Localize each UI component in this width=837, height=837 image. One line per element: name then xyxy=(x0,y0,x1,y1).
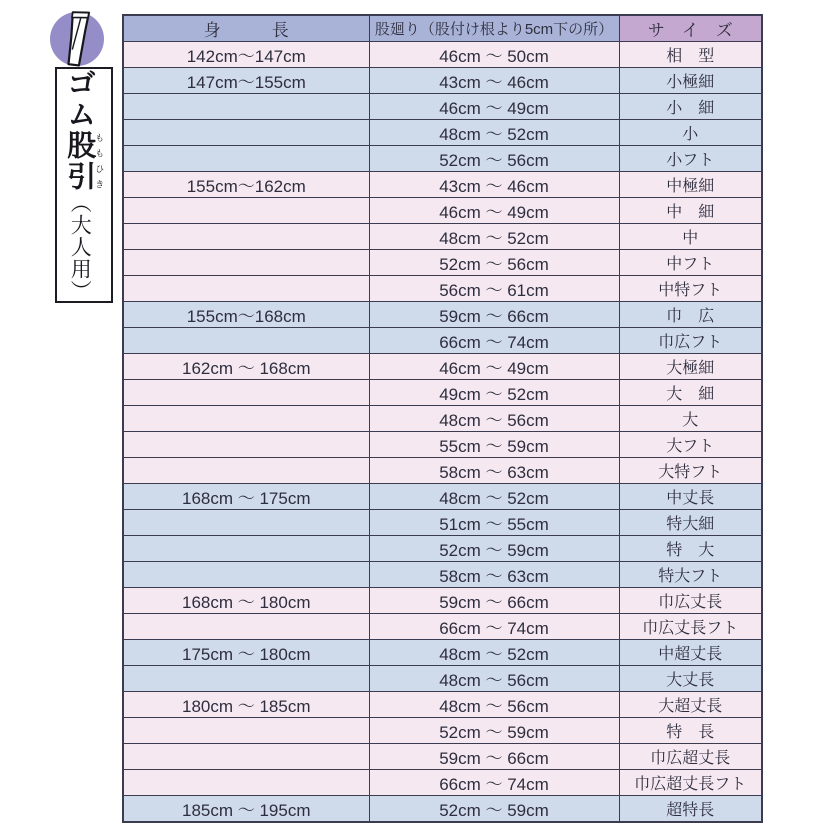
table-row xyxy=(123,302,762,328)
header-waist: 股廻り（股付け根より5cm下の所） xyxy=(369,15,619,42)
cell-waist: 43cm ～ 46cm xyxy=(369,68,619,94)
cell-waist: 46cm ～ 49cm xyxy=(369,354,619,380)
product-label-box xyxy=(55,67,113,303)
cell-waist: 52cm ～ 59cm xyxy=(369,536,619,562)
table-row xyxy=(123,250,762,276)
cell-size: 相 型 xyxy=(619,42,762,68)
cell-waist: 52cm ～ 56cm xyxy=(369,250,619,276)
table-row xyxy=(123,328,762,354)
cell-size: 特 大 xyxy=(619,536,762,562)
cell-waist: 46cm ～ 50cm xyxy=(369,42,619,68)
cell-waist: 52cm ～ 59cm xyxy=(369,796,619,823)
cell-waist: 66cm ～ 74cm xyxy=(369,614,619,640)
cell-size: 中 xyxy=(619,224,762,250)
cell-height xyxy=(123,146,369,172)
table-row xyxy=(123,562,762,588)
cell-size: 特大細 xyxy=(619,510,762,536)
momohiki-pants-icon xyxy=(46,8,110,70)
cell-waist: 58cm ～ 63cm xyxy=(369,458,619,484)
cell-waist: 48cm ～ 56cm xyxy=(369,406,619,432)
cell-height: 155cm～162cm xyxy=(123,172,369,198)
table-row xyxy=(123,692,762,718)
table-row xyxy=(123,354,762,380)
cell-waist: 48cm ～ 52cm xyxy=(369,120,619,146)
table-row xyxy=(123,68,762,94)
table-row xyxy=(123,796,762,823)
cell-height: 185cm ～ 195cm xyxy=(123,796,369,823)
cell-size: 巾広超丈長フト xyxy=(619,770,762,796)
cell-size: 小 xyxy=(619,120,762,146)
cell-waist: 58cm ～ 63cm xyxy=(369,562,619,588)
cell-waist: 59cm ～ 66cm xyxy=(369,302,619,328)
table-row xyxy=(123,718,762,744)
table-row xyxy=(123,276,762,302)
cell-height xyxy=(123,198,369,224)
table-row xyxy=(123,146,762,172)
cell-size: 大 xyxy=(619,406,762,432)
cell-height xyxy=(123,562,369,588)
cell-height xyxy=(123,432,369,458)
cell-waist: 43cm ～ 46cm xyxy=(369,172,619,198)
table-row xyxy=(123,224,762,250)
cell-height: 162cm ～ 168cm xyxy=(123,354,369,380)
cell-waist: 56cm ～ 61cm xyxy=(369,276,619,302)
cell-waist: 49cm ～ 52cm xyxy=(369,380,619,406)
header-height: 身 長 xyxy=(123,15,369,42)
cell-height xyxy=(123,458,369,484)
cell-size: 小 細 xyxy=(619,94,762,120)
header-size: サ イ ズ xyxy=(619,15,762,42)
cell-size: 巾広丈長 xyxy=(619,588,762,614)
cell-size: 小フト xyxy=(619,146,762,172)
cell-waist: 46cm ～ 49cm xyxy=(369,198,619,224)
cell-waist: 48cm ～ 56cm xyxy=(369,666,619,692)
table-header-row xyxy=(123,15,762,42)
cell-height xyxy=(123,120,369,146)
cell-waist: 66cm ～ 74cm xyxy=(369,328,619,354)
table-row xyxy=(123,42,762,68)
cell-size: 巾広フト xyxy=(619,328,762,354)
cell-waist: 48cm ～ 52cm xyxy=(369,224,619,250)
cell-height xyxy=(123,770,369,796)
table-row xyxy=(123,484,762,510)
cell-waist: 66cm ～ 74cm xyxy=(369,770,619,796)
cell-size: 中超丈長 xyxy=(619,640,762,666)
table-row xyxy=(123,380,762,406)
table-row xyxy=(123,666,762,692)
cell-size: 中 細 xyxy=(619,198,762,224)
cell-waist: 59cm ～ 66cm xyxy=(369,588,619,614)
cell-height: 175cm ～ 180cm xyxy=(123,640,369,666)
cell-height xyxy=(123,718,369,744)
cell-waist: 48cm ～ 52cm xyxy=(369,484,619,510)
table-row xyxy=(123,198,762,224)
table-row xyxy=(123,744,762,770)
cell-height: 142cm～147cm xyxy=(123,42,369,68)
cell-height: 147cm～155cm xyxy=(123,68,369,94)
cell-height xyxy=(123,250,369,276)
cell-height: 155cm～168cm xyxy=(123,302,369,328)
cell-waist: 55cm ～ 59cm xyxy=(369,432,619,458)
table-row xyxy=(123,172,762,198)
cell-height: 180cm ～ 185cm xyxy=(123,692,369,718)
size-table xyxy=(122,14,763,823)
cell-size: 小極細 xyxy=(619,68,762,94)
table-row xyxy=(123,432,762,458)
table-row xyxy=(123,770,762,796)
cell-size: 巾広丈長フト xyxy=(619,614,762,640)
cell-height xyxy=(123,666,369,692)
cell-size: 大 細 xyxy=(619,380,762,406)
product-title-prefix: ゴム xyxy=(63,68,96,130)
cell-height xyxy=(123,744,369,770)
table-row xyxy=(123,536,762,562)
cell-size: 大超丈長 xyxy=(619,692,762,718)
table-row xyxy=(123,588,762,614)
product-title-furigana: ももひき xyxy=(94,130,105,192)
cell-waist: 52cm ～ 59cm xyxy=(369,718,619,744)
product-title-ruby: 股引 ももひき xyxy=(63,130,105,192)
pants-icon-graphic xyxy=(46,8,110,70)
product-sidebar xyxy=(0,0,122,837)
cell-height xyxy=(123,536,369,562)
size-table-body xyxy=(123,42,762,823)
cell-size: 巾 広 xyxy=(619,302,762,328)
cell-size: 大フト xyxy=(619,432,762,458)
cell-height xyxy=(123,380,369,406)
table-row xyxy=(123,94,762,120)
product-subtitle: （大人用） xyxy=(68,192,92,302)
cell-height xyxy=(123,328,369,354)
product-label-text xyxy=(64,68,104,302)
cell-height: 168cm ～ 180cm xyxy=(123,588,369,614)
table-row xyxy=(123,510,762,536)
table-row xyxy=(123,640,762,666)
product-title xyxy=(63,68,105,192)
cell-size: 超特長 xyxy=(619,796,762,823)
size-table-area xyxy=(122,14,763,823)
table-row xyxy=(123,120,762,146)
cell-height xyxy=(123,510,369,536)
cell-waist: 59cm ～ 66cm xyxy=(369,744,619,770)
cell-size: 大丈長 xyxy=(619,666,762,692)
cell-waist: 48cm ～ 56cm xyxy=(369,692,619,718)
cell-height xyxy=(123,94,369,120)
cell-waist: 46cm ～ 49cm xyxy=(369,94,619,120)
table-row xyxy=(123,406,762,432)
table-row xyxy=(123,614,762,640)
cell-size: 中フト xyxy=(619,250,762,276)
cell-size: 巾広超丈長 xyxy=(619,744,762,770)
table-row xyxy=(123,458,762,484)
cell-size: 特 長 xyxy=(619,718,762,744)
cell-size: 特大フト xyxy=(619,562,762,588)
cell-height xyxy=(123,406,369,432)
cell-height xyxy=(123,224,369,250)
cell-waist: 51cm ～ 55cm xyxy=(369,510,619,536)
cell-height xyxy=(123,276,369,302)
cell-size: 中特フト xyxy=(619,276,762,302)
cell-size: 大極細 xyxy=(619,354,762,380)
cell-size: 中丈長 xyxy=(619,484,762,510)
cell-waist: 52cm ～ 56cm xyxy=(369,146,619,172)
cell-size: 中極細 xyxy=(619,172,762,198)
cell-waist: 48cm ～ 52cm xyxy=(369,640,619,666)
cell-height: 168cm ～ 175cm xyxy=(123,484,369,510)
cell-size: 大特フト xyxy=(619,458,762,484)
cell-height xyxy=(123,614,369,640)
